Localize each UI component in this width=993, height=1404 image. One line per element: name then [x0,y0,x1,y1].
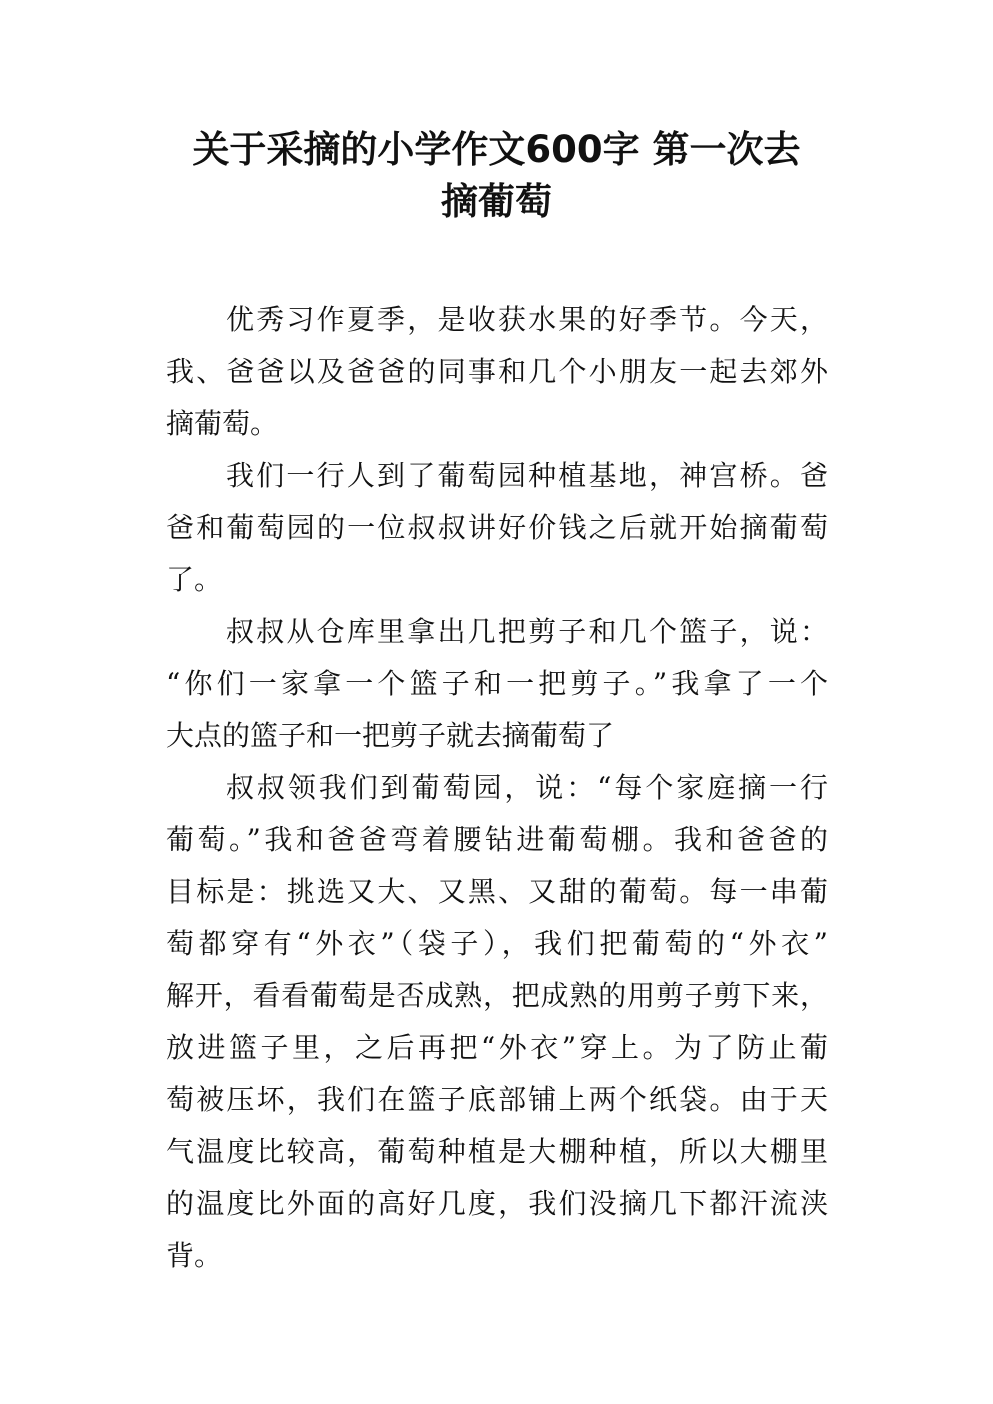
text-line: 放进篮子里，之后再把“外衣”穿上。为了防止葡 [166,1031,828,1064]
text-line: 爸和葡萄园的一位叔叔讲好价钱之后就开始摘葡萄 [166,511,828,544]
text-line: 目标是：挑选又大、又黑、又甜的葡萄。每一串葡 [166,875,828,908]
text-line: 我、爸爸以及爸爸的同事和几个小朋友一起去郊外 [166,355,828,388]
paragraph [166,294,828,450]
text-line: 解开，看看葡萄是否成熟，把成熟的用剪子剪下来， [166,979,828,1012]
text-line: 摘葡萄。 [166,407,279,440]
paragraph [166,606,828,762]
text-line: 了。 [166,563,223,596]
title-line: 摘葡萄 [441,180,552,223]
text-line: 叔叔领我们到葡萄园，说：“每个家庭摘一行 [226,771,828,804]
title-line: 关于采摘的小学作文600字 第一次去 [192,128,801,171]
text-line: 葡萄。”我和爸爸弯着腰钻进葡萄棚。我和爸爸的 [166,823,828,856]
text-line: 萄被压坏，我们在篮子底部铺上两个纸袋。由于天 [166,1083,828,1116]
text-line: 的温度比外面的高好几度，我们没摘几下都汗流浃 [166,1187,828,1220]
text-line: 优秀习作夏季，是收获水果的好季节。今天， [226,303,828,336]
text-line: 背。 [166,1239,223,1272]
paragraph [166,762,828,1282]
text-line: “你们一家拿一个篮子和一把剪子。”我拿了一个 [166,667,828,700]
text-line: 大点的篮子和一把剪子就去摘葡萄了 [166,719,615,752]
paragraph [166,450,828,606]
text-line: 叔叔从仓库里拿出几把剪子和几个篮子，说： [226,615,828,648]
document-body [166,294,828,1282]
text-line: 气温度比较高，葡萄种植是大棚种植，所以大棚里 [166,1135,828,1168]
text-line: 萄都穿有“外衣”（袋子），我们把葡萄的“外衣” [166,927,828,960]
text-line: 我们一行人到了葡萄园种植基地，神宫桥。爸 [226,459,828,492]
document-title [0,124,993,228]
